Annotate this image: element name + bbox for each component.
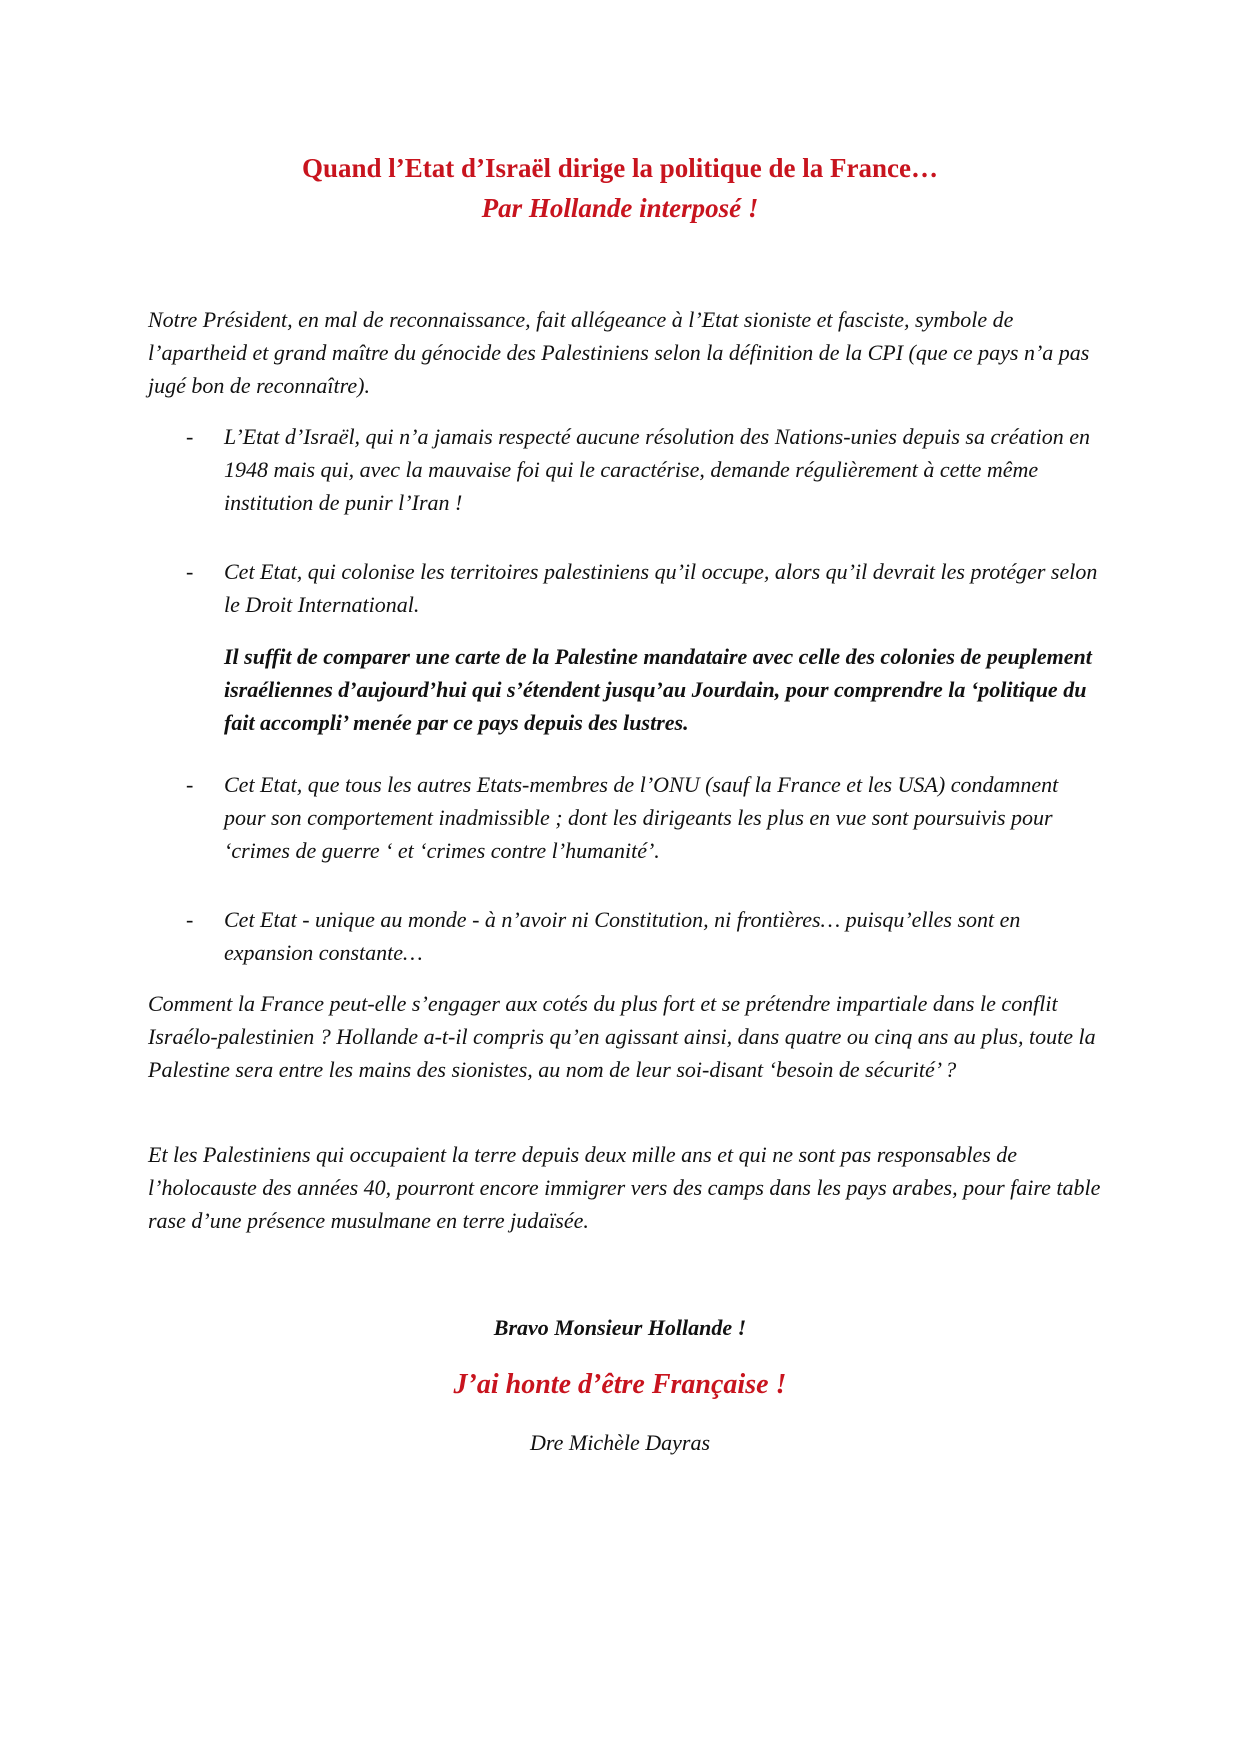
closing-shame: J’ai honte d’être Française ! bbox=[453, 1369, 787, 1400]
bullet-text: Cet Etat, que tous les autres Etats-membres de l’ONU (sauf la France et les USA) condamnent pour son comportement inadmissible ; dont les dirigeants les plus en vue sont poursuivis pour ‘crimes de guerre ‘ et ‘crimes contre l’humanité’. bbox=[224, 772, 1059, 863]
intro-paragraph: Notre Président, en mal de reconnaissance, fait allégeance à l’Etat sioniste et fasciste, symbole de l’apartheid et grand maître du génocide des Palestiniens selon la définition de la CPI (que ce pays n’a pas jugé bon de reconnaître). bbox=[148, 307, 1090, 398]
bullet-text: Cet Etat - unique au monde - à n’avoir ni Constitution, ni frontières… puisqu’elles sont en expansion constante… bbox=[224, 907, 1021, 965]
closing-bravo: Bravo Monsieur Hollande ! bbox=[493, 1315, 747, 1340]
signature: Dre Michèle Dayras bbox=[529, 1430, 711, 1455]
bullet-dash: - bbox=[186, 559, 194, 584]
bullet-text: L’Etat d’Israël, qui n’a jamais respecté aucune résolution des Nations-unies depuis sa création en 1948 mais qui, avec la mauvaise foi qui le caractérise, demande régulièrement à cette même institution de punir l’Iran ! bbox=[224, 424, 1091, 515]
bold-note-paragraph: Il suffit de comparer une carte de la Palestine mandataire avec celle des colonies de peuplement israéliennes d’aujourd’hui qui s’étendent jusqu’au Jourdain, pour comprendre la ‘politique du fait accompli’ menée par ce pays depuis des lustres. bbox=[224, 644, 1092, 735]
bullet-text: Cet Etat, qui colonise les territoires palestiniens qu’il occupe, alors qu’il devrait les protéger selon le Droit International. bbox=[224, 559, 1098, 617]
document-title: Quand l’Etat d’Israël dirige la politique de la France… bbox=[301, 153, 938, 183]
document-subtitle: Par Hollande interposé ! bbox=[481, 193, 759, 223]
bullet-dash: - bbox=[186, 772, 194, 797]
paragraph-2: Comment la France peut-elle s’engager aux cotés du plus fort et se prétendre impartiale dans le conflit Israélo-palestinien ? Hollande a-t-il compris qu’en agissant ainsi, dans quatre ou cinq ans au plus, toute la Palestine sera entre les mains des sionistes, au nom de leur soi-disant ‘besoin de sécurité’ ? bbox=[148, 991, 1096, 1082]
bullet-dash: - bbox=[186, 907, 194, 932]
bullet-dash: - bbox=[186, 424, 194, 449]
paragraph-3: Et les Palestiniens qui occupaient la terre depuis deux mille ans et qui ne sont pas responsables de l’holocauste des années 40, pourront encore immigrer vers des camps dans les pays arabes, pour faire table rase d’une présence musulmane en terre judaïsée. bbox=[148, 1142, 1101, 1233]
